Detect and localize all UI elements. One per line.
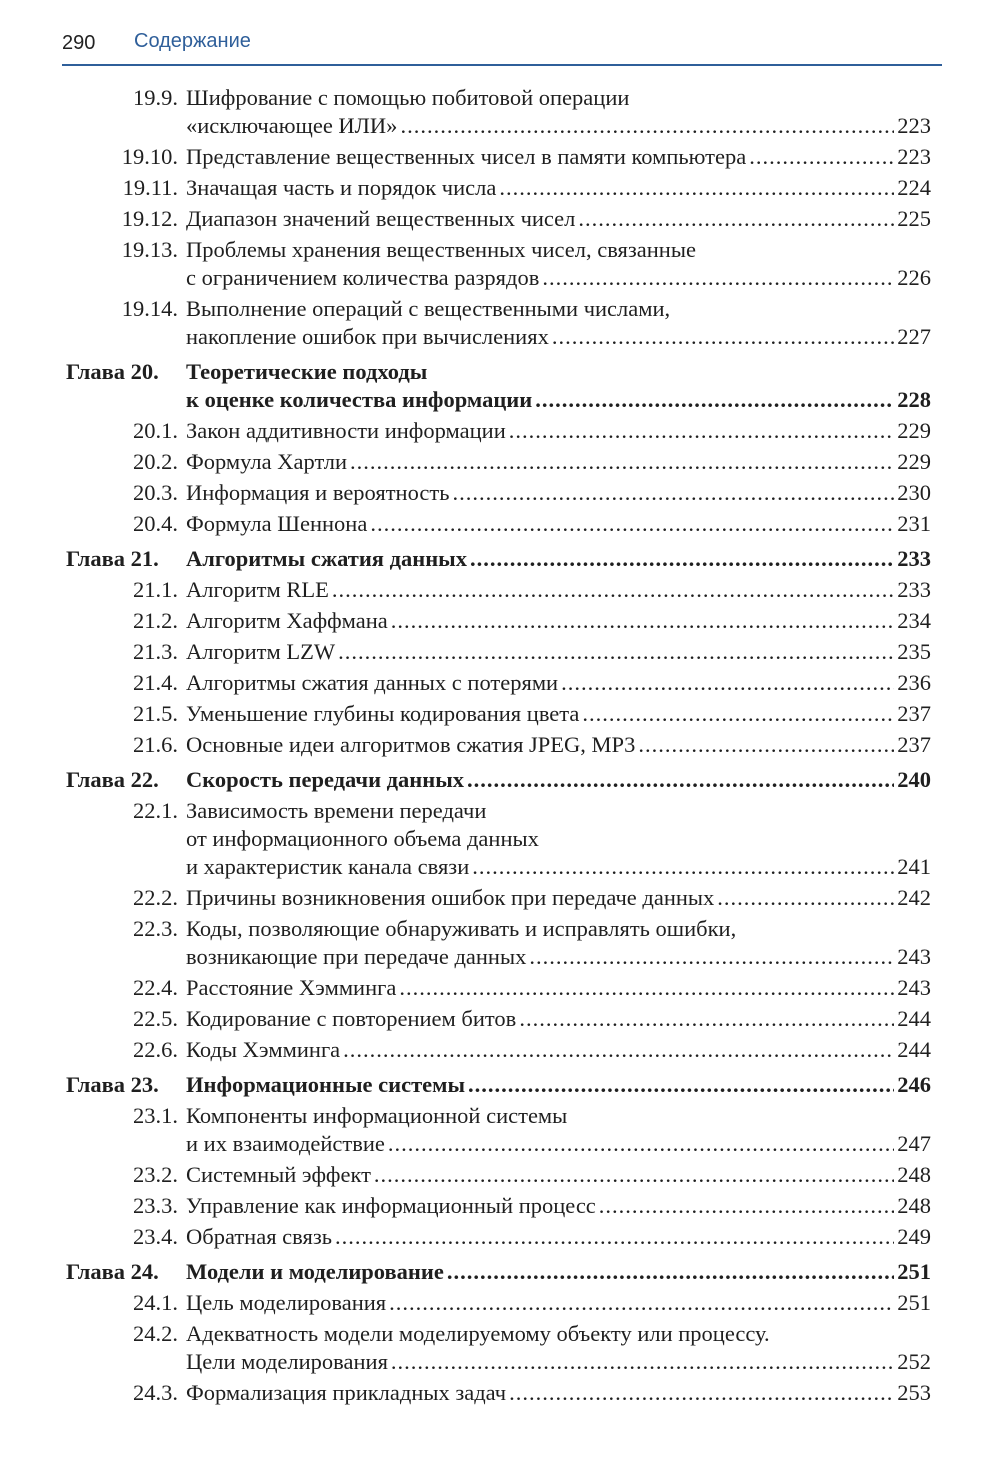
toc-title-line: «исключающее ИЛИ»: [186, 113, 398, 138]
toc-page-number: 229: [897, 449, 931, 474]
dot-leader: [350, 448, 894, 476]
toc-title-last-line: [186, 205, 931, 233]
toc-entry-title: [186, 1258, 931, 1286]
toc-section-entry: [0, 84, 1000, 140]
toc-title-last-line: [186, 1161, 931, 1189]
toc-title-last-line: [186, 943, 931, 971]
toc-entry-title: [186, 731, 931, 759]
toc-entry-number: 23.3.: [133, 1193, 178, 1218]
toc-entry-title: [186, 510, 931, 538]
toc-title-line: Цель моделирования: [186, 1290, 387, 1315]
toc-page-number: 223: [897, 144, 931, 169]
dot-leader: [578, 205, 894, 233]
toc-title-last-line: [186, 1223, 931, 1251]
toc-entry-number: 23.2.: [133, 1162, 178, 1187]
toc-title-last-line: [186, 974, 931, 1002]
table-of-contents: [0, 84, 1000, 1410]
dot-leader: [389, 1289, 894, 1317]
toc-entry-number: Глава 21.: [66, 546, 159, 571]
toc-title-last-line: [186, 853, 931, 881]
toc-page-number: 224: [897, 175, 931, 200]
dot-leader: [561, 669, 894, 697]
toc-section-entry: [0, 884, 1000, 912]
toc-entry-title: [186, 205, 931, 233]
toc-section-entry: [0, 731, 1000, 759]
dot-leader: [552, 323, 894, 351]
toc-page-number: 243: [897, 975, 931, 1000]
toc-entry-title: [186, 295, 931, 351]
toc-section-entry: [0, 448, 1000, 476]
toc-page-number: 236: [897, 670, 931, 695]
toc-title-line: Выполнение операций с вещественными числами,: [186, 296, 671, 321]
toc-page-number: 242: [897, 885, 931, 910]
dot-leader: [717, 884, 894, 912]
toc-title-line: Управление как информационный процесс: [186, 1193, 596, 1218]
toc-title-last-line: [186, 323, 931, 351]
toc-title-line: Алгоритмы сжатия данных с потерями: [186, 670, 559, 695]
toc-title-last-line: [186, 884, 931, 912]
toc-title-last-line: [186, 576, 931, 604]
toc-page-number: 229: [897, 418, 931, 443]
toc-title-line: Расстояние Хэмминга: [186, 975, 397, 1000]
toc-title-last-line: [186, 1071, 931, 1099]
toc-page-number: 233: [897, 577, 931, 602]
toc-chapter-entry: [0, 358, 1000, 414]
toc-page-number: 237: [897, 732, 931, 757]
toc-section-entry: [0, 1192, 1000, 1220]
toc-title-line: Представление вещественных чисел в памяти компьютера: [186, 144, 747, 169]
toc-entry-title: [186, 576, 931, 604]
toc-title-line: Алгоритм Хаффмана: [186, 608, 388, 633]
toc-page-number: 252: [897, 1349, 931, 1374]
toc-section-entry: [0, 1379, 1000, 1407]
toc-title-line: Закон аддитивности информации: [186, 418, 506, 443]
toc-section-entry: [0, 1005, 1000, 1033]
toc-section-entry: [0, 974, 1000, 1002]
toc-chapter-entry: [0, 1071, 1000, 1099]
toc-entry-title: [186, 797, 931, 881]
toc-entry-title: [186, 479, 931, 507]
toc-title-last-line: [186, 448, 931, 476]
toc-entry-title: [186, 1102, 931, 1158]
toc-title-line: Формула Шеннона: [186, 511, 368, 536]
toc-page-number: 251: [897, 1259, 931, 1284]
dot-leader: [335, 1223, 894, 1251]
toc-title-last-line: [186, 1258, 931, 1286]
toc-section-entry: [0, 1289, 1000, 1317]
dot-leader: [370, 510, 894, 538]
toc-section-entry: [0, 700, 1000, 728]
dot-leader: [374, 1161, 894, 1189]
toc-entry-number: 24.2.: [133, 1321, 178, 1346]
toc-page-number: 226: [897, 265, 931, 290]
toc-title-line: Формула Хартли: [186, 449, 348, 474]
toc-title-line: накопление ошибок при вычислениях: [186, 324, 549, 349]
toc-entry-number: Глава 23.: [66, 1072, 159, 1097]
page-number: 290: [62, 32, 96, 54]
toc-page-number: 244: [897, 1006, 931, 1031]
toc-title-last-line: [186, 1036, 931, 1064]
toc-section-entry: [0, 417, 1000, 445]
toc-title-last-line: [186, 112, 931, 140]
toc-title-last-line: [186, 174, 931, 202]
dot-leader: [399, 974, 894, 1002]
toc-title-last-line: [186, 143, 931, 171]
toc-chapter-entry: [0, 1258, 1000, 1286]
dot-leader: [519, 1005, 894, 1033]
dot-leader: [453, 479, 895, 507]
toc-page-number: 233: [897, 546, 931, 571]
toc-page-number: 235: [897, 639, 931, 664]
toc-entry-title: [186, 1005, 931, 1033]
toc-entry-title: [186, 974, 931, 1002]
toc-entry-number: 22.6.: [133, 1037, 178, 1062]
toc-entry-number: 20.1.: [133, 418, 178, 443]
toc-page-number: 231: [897, 511, 931, 536]
toc-entry-title: [186, 669, 931, 697]
toc-title-line: Алгоритм LZW: [186, 639, 336, 664]
toc-entry-number: 19.10.: [121, 144, 178, 169]
toc-entry-number: 24.3.: [133, 1380, 178, 1405]
toc-chapter-entry: [0, 766, 1000, 794]
toc-entry-title: [186, 358, 931, 414]
toc-title-line: Алгоритмы сжатия данных: [186, 546, 467, 571]
toc-entry-title: [186, 1192, 931, 1220]
toc-title-line: с ограничением количества разрядов: [186, 265, 540, 290]
toc-entry-title: [186, 1379, 931, 1407]
toc-title-line: Диапазон значений вещественных чисел: [186, 206, 576, 231]
dot-leader: [638, 731, 894, 759]
dot-leader: [470, 545, 894, 573]
dot-leader: [391, 1348, 894, 1376]
toc-entry-title: [186, 766, 931, 794]
toc-page-number: 248: [897, 1162, 931, 1187]
toc-section-entry: [0, 1102, 1000, 1158]
toc-title-line: Теоретические подходы: [186, 359, 428, 384]
toc-title-line: Шифрование с помощью побитовой операции: [186, 85, 630, 110]
toc-title-line: Обратная связь: [186, 1224, 332, 1249]
toc-section-entry: [0, 143, 1000, 171]
toc-page-number: 243: [897, 944, 931, 969]
toc-entry-number: 21.5.: [133, 701, 178, 726]
toc-section-entry: [0, 1161, 1000, 1189]
toc-section-entry: [0, 1223, 1000, 1251]
toc-entry-number: 24.1.: [133, 1290, 178, 1315]
toc-entry-title: [186, 174, 931, 202]
dot-leader: [542, 264, 894, 292]
toc-entry-number: 21.2.: [133, 608, 178, 633]
toc-entry-number: 19.9.: [133, 85, 178, 110]
toc-entry-number: 20.2.: [133, 449, 178, 474]
dot-leader: [468, 1071, 894, 1099]
toc-title-line: Коды Хэмминга: [186, 1037, 341, 1062]
toc-entry-number: Глава 22.: [66, 767, 159, 792]
toc-title-last-line: [186, 510, 931, 538]
toc-section-entry: [0, 205, 1000, 233]
toc-entry-title: [186, 607, 931, 635]
toc-entry-number: 22.2.: [133, 885, 178, 910]
toc-title-last-line: [186, 264, 931, 292]
toc-entry-number: 21.4.: [133, 670, 178, 695]
toc-title-line: Уменьшение глубины кодирования цвета: [186, 701, 580, 726]
toc-entry-title: [186, 1320, 931, 1376]
toc-title-line: Компоненты информационной системы: [186, 1103, 568, 1128]
toc-entry-number: Глава 24.: [66, 1259, 159, 1284]
dot-leader: [447, 1258, 894, 1286]
toc-page-number: 247: [897, 1131, 931, 1156]
dot-leader: [509, 417, 895, 445]
toc-title-line: Кодирование с повторением битов: [186, 1006, 517, 1031]
toc-title-line: от информационного объема данных: [186, 826, 539, 851]
toc-entry-number: 22.4.: [133, 975, 178, 1000]
toc-title-last-line: [186, 607, 931, 635]
toc-title-last-line: [186, 1289, 931, 1317]
toc-title-line: Системный эффект: [186, 1162, 371, 1187]
toc-entry-number: 19.12.: [121, 206, 178, 231]
toc-title-line: Информация и вероятность: [186, 480, 450, 505]
toc-entry-number: 22.5.: [133, 1006, 178, 1031]
toc-title-line: Причины возникновения ошибок при передаче данных: [186, 885, 715, 910]
toc-section-entry: [0, 174, 1000, 202]
toc-title-line: Коды, позволяющие обнаруживать и исправлять ошибки,: [186, 916, 737, 941]
toc-section-entry: [0, 797, 1000, 881]
toc-page-number: 253: [897, 1380, 931, 1405]
toc-page-number: 225: [897, 206, 931, 231]
toc-section-entry: [0, 607, 1000, 635]
toc-entry-title: [186, 448, 931, 476]
dot-leader: [343, 1036, 894, 1064]
toc-title-line: и их взаимодействие: [186, 1131, 385, 1156]
toc-section-entry: [0, 669, 1000, 697]
toc-title-line: Значащая часть и порядок числа: [186, 175, 497, 200]
toc-section-entry: [0, 638, 1000, 666]
toc-section-entry: [0, 295, 1000, 351]
toc-page-number: 251: [897, 1290, 931, 1315]
dot-leader: [388, 1130, 894, 1158]
toc-entry-number: 22.3.: [133, 916, 178, 941]
toc-entry-title: [186, 545, 931, 573]
toc-title-line: Алгоритм RLE: [186, 577, 329, 602]
toc-entry-number: 22.1.: [133, 798, 178, 823]
toc-title-last-line: [186, 1192, 931, 1220]
dot-leader: [749, 143, 894, 171]
toc-entry-number: 20.3.: [133, 480, 178, 505]
dot-leader: [332, 576, 894, 604]
toc-title-last-line: [186, 638, 931, 666]
dot-leader: [599, 1192, 894, 1220]
dot-leader: [582, 700, 894, 728]
toc-page-number: 248: [897, 1193, 931, 1218]
toc-title-last-line: [186, 386, 931, 414]
toc-title-last-line: [186, 766, 931, 794]
toc-title-line: Проблемы хранения вещественных чисел, связанные: [186, 237, 696, 262]
toc-entry-number: 21.1.: [133, 577, 178, 602]
toc-section-entry: [0, 1320, 1000, 1376]
toc-title-line: Зависимость времени передачи: [186, 798, 487, 823]
toc-title-line: Основные идеи алгоритмов сжатия JPEG, MP3: [186, 732, 636, 757]
toc-entry-number: 20.4.: [133, 511, 178, 536]
toc-entry-number: 21.6.: [133, 732, 178, 757]
dot-leader: [472, 853, 894, 881]
toc-title-last-line: [186, 1348, 931, 1376]
dot-leader: [529, 943, 894, 971]
toc-entry-title: [186, 236, 931, 292]
toc-section-entry: [0, 576, 1000, 604]
toc-entry-title: [186, 143, 931, 171]
toc-title-last-line: [186, 1005, 931, 1033]
dot-leader: [391, 607, 895, 635]
toc-section-entry: [0, 510, 1000, 538]
toc-entry-title: [186, 417, 931, 445]
toc-page-number: 246: [897, 1072, 931, 1097]
toc-title-line: Адекватность модели моделируемому объекту или процессу.: [186, 1321, 770, 1346]
toc-entry-title: [186, 1223, 931, 1251]
toc-entry-number: 23.4.: [133, 1224, 178, 1249]
dot-leader: [499, 174, 894, 202]
toc-title-line: к оценке количества информации: [186, 387, 533, 412]
toc-page-number: 230: [897, 480, 931, 505]
toc-section-entry: [0, 915, 1000, 971]
toc-title-line: Формализация прикладных задач: [186, 1380, 507, 1405]
toc-page-number: 228: [897, 387, 931, 412]
toc-entry-number: Глава 20.: [66, 359, 159, 384]
toc-entry-title: [186, 915, 931, 971]
toc-page-number: 244: [897, 1037, 931, 1062]
dot-leader: [467, 766, 894, 794]
toc-page-number: 249: [897, 1224, 931, 1249]
toc-section-entry: [0, 236, 1000, 292]
toc-page-number: 227: [897, 324, 931, 349]
toc-title-line: Информационные системы: [186, 1072, 466, 1097]
toc-entry-title: [186, 1161, 931, 1189]
toc-title-last-line: [186, 479, 931, 507]
toc-title-last-line: [186, 545, 931, 573]
dot-leader: [338, 638, 894, 666]
toc-entry-title: [186, 1036, 931, 1064]
toc-page-number: 241: [897, 854, 931, 879]
dot-leader: [509, 1379, 894, 1407]
toc-title-line: и характеристик канала связи: [186, 854, 470, 879]
toc-chapter-entry: [0, 545, 1000, 573]
toc-entry-title: [186, 700, 931, 728]
toc-title-line: возникающие при передаче данных: [186, 944, 527, 969]
toc-entry-number: 23.1.: [133, 1103, 178, 1128]
toc-title-line: Цели моделирования: [186, 1349, 388, 1374]
toc-section-entry: [0, 1036, 1000, 1064]
toc-entry-title: [186, 1071, 931, 1099]
page-header: [62, 28, 942, 66]
toc-entry-number: 19.14.: [121, 296, 178, 321]
toc-entry-number: 19.13.: [121, 237, 178, 262]
toc-title-last-line: [186, 700, 931, 728]
toc-title-last-line: [186, 1379, 931, 1407]
toc-entry-number: 19.11.: [122, 175, 178, 200]
toc-title-last-line: [186, 1130, 931, 1158]
toc-section-entry: [0, 479, 1000, 507]
toc-entry-title: [186, 884, 931, 912]
toc-title-last-line: [186, 669, 931, 697]
toc-title-last-line: [186, 731, 931, 759]
toc-title-line: Скорость передачи данных: [186, 767, 465, 792]
running-title: Содержание: [134, 30, 251, 52]
toc-title-line: Модели и моделирование: [186, 1259, 444, 1284]
toc-page-number: 237: [897, 701, 931, 726]
toc-page-number: 240: [897, 767, 931, 792]
toc-entry-title: [186, 84, 931, 140]
toc-entry-number: 21.3.: [133, 639, 178, 664]
dot-leader: [535, 386, 894, 414]
dot-leader: [400, 112, 894, 140]
toc-page-number: 223: [897, 113, 931, 138]
toc-entry-title: [186, 1289, 931, 1317]
toc-entry-title: [186, 638, 931, 666]
toc-title-last-line: [186, 417, 931, 445]
toc-page-number: 234: [897, 608, 931, 633]
